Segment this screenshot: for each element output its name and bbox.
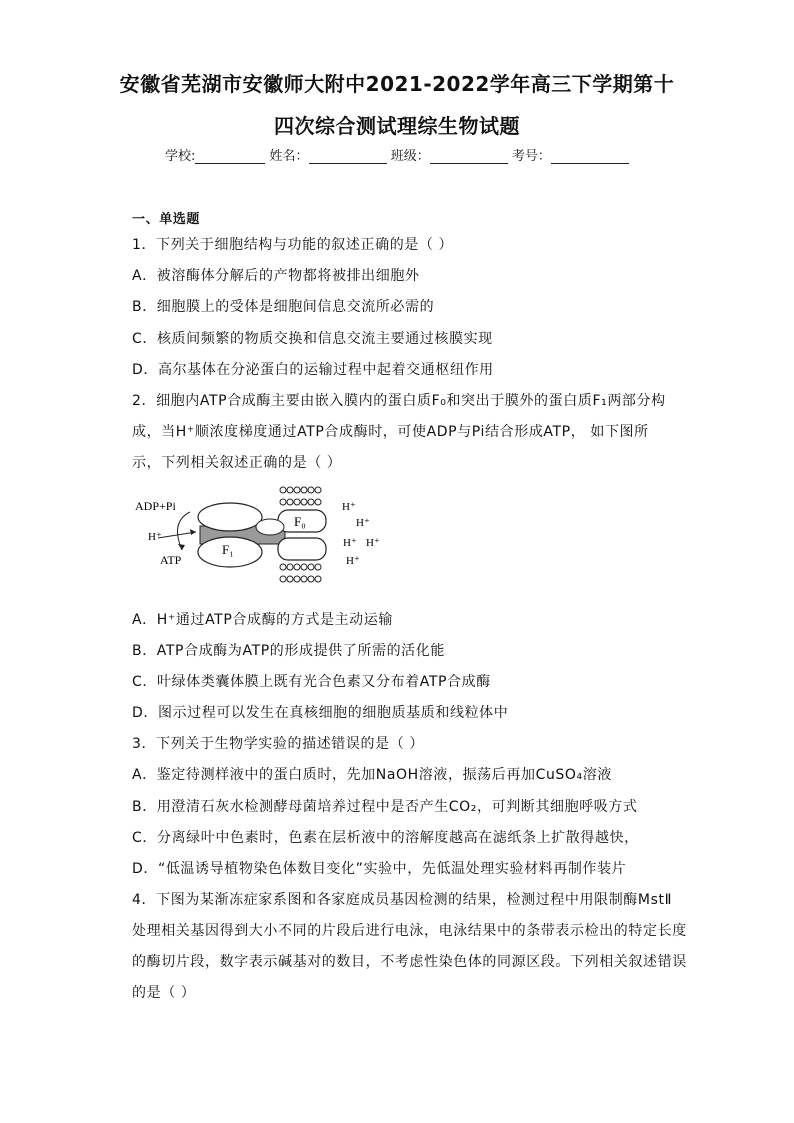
number-label: 考号：: [511, 149, 551, 164]
label-adp-pi: ADP+Pi: [135, 499, 176, 513]
q3-option-a[interactable]: A．鉴定待测样液中的蛋白质时，先加NaOH溶液，振荡后再加CuSO₄溶液: [132, 767, 612, 783]
atp-synthase-diagram: [130, 482, 390, 592]
q2-stem-line1: 2．细胞内ATP合成酶主要由嵌入膜内的蛋白质F₀和突出于膜外的蛋白质F₁两部分构: [132, 393, 666, 409]
q2-option-c[interactable]: C．叶绿体类囊体膜上既有光合色素又分布着ATP合成酶: [132, 674, 491, 690]
f1-upper-subunit: [198, 503, 262, 531]
label-atp: ATP: [160, 553, 182, 567]
q4-stem-line2: 处理相关基因得到大小不同的片段后进行电泳，电泳结果中的条带表示检出的特定长度: [132, 923, 687, 939]
q4-stem-line3: 的酶切片段，数字表示碱基对的数目，不考虑性染色体的同源区段。下列相关叙述错误: [132, 954, 687, 970]
class-blank[interactable]: [430, 149, 508, 164]
page-title-line2: 四次综合测试理综生物试题: [274, 114, 520, 138]
label-h-1: H⁺: [342, 501, 356, 513]
name-label: 姓名：: [269, 149, 309, 164]
q3-option-d[interactable]: D．“低温诱导植物染色体数目变化”实验中，先低温处理实验材料再制作装片: [132, 861, 627, 877]
q3-stem: 3．下列关于生物学实验的描述错误的是（ ）: [132, 736, 424, 752]
q3-option-b[interactable]: B．用澄清石灰水检测酵母菌培养过程中是否产生CO₂，可判断其细胞呼吸方式: [132, 799, 638, 815]
label-h-left: H⁺: [148, 531, 162, 543]
page-title-line1: 安徽省芜湖市安徽师大附中2021-2022学年高三下学期第十: [119, 72, 675, 96]
q4-stem-line1: 4．下图为某渐冻症家系图和各家庭成员基因检测的结果，检测过程中用限制酶MstⅡ: [132, 892, 673, 908]
q4-stem-line4: 的是（ ）: [132, 985, 196, 1001]
adp-to-atp-arrow-head: [178, 544, 185, 550]
q2-option-d[interactable]: D．图示过程可以发生在真核细胞的细胞质基质和线粒体中: [132, 705, 509, 721]
q1-option-d[interactable]: D．高尔基体在分泌蛋白的运输过程中起着交通枢纽作用: [132, 362, 494, 378]
q2-stem-line2: 成，当H⁺顺浓度梯度通过ATP合成酶时，可使ADP与Pi结合形成ATP， 如下图所: [132, 424, 649, 440]
q2-option-b[interactable]: B．ATP合成酶为ATP的形成提供了所需的活化能: [132, 643, 445, 659]
q1-option-b[interactable]: B．细胞膜上的受体是细胞间信息交流所必需的: [132, 299, 435, 315]
section-heading: 一、单选题: [132, 212, 201, 227]
q3-option-c[interactable]: C．分离绿叶中色素时，色素在层析液中的溶解度越高在滤纸条上扩散得越快，: [132, 830, 639, 846]
label-h-3: H⁺: [343, 537, 357, 549]
connector-subunit: [256, 519, 284, 535]
q2-option-a[interactable]: A．H⁺通过ATP合成酶的方式是主动运输: [132, 612, 393, 628]
school-label: 学校:: [165, 149, 196, 164]
class-label: 班级：: [390, 149, 430, 164]
label-h-5: H⁺: [346, 555, 360, 567]
number-blank[interactable]: [551, 149, 629, 164]
label-h-4: H⁺: [366, 537, 380, 549]
name-blank[interactable]: [309, 149, 387, 164]
q2-stem-line3: 示，下列相关叙述正确的是（ ）: [132, 455, 342, 471]
label-f1: F₁: [222, 542, 234, 557]
label-h-2: H⁺: [356, 517, 370, 529]
label-f0: F₀: [294, 514, 306, 529]
school-blank[interactable]: [195, 149, 265, 164]
membrane-lipids-top: [280, 487, 321, 505]
proton-arrow-head: [190, 529, 196, 535]
q1-option-c[interactable]: C．核质间频繁的物质交换和信息交流主要通过核膜实现: [132, 331, 493, 347]
q1-option-a[interactable]: A．被溶酶体分解后的产物都将被排出细胞外: [132, 268, 420, 284]
f0-lower-block: [278, 538, 326, 560]
student-info-row: [165, 145, 629, 164]
proton-arrow: [158, 532, 196, 538]
q1-stem: 1．下列关于细胞结构与功能的叙述正确的是（ ）: [132, 237, 454, 253]
membrane-lipids-bottom: [280, 564, 321, 582]
